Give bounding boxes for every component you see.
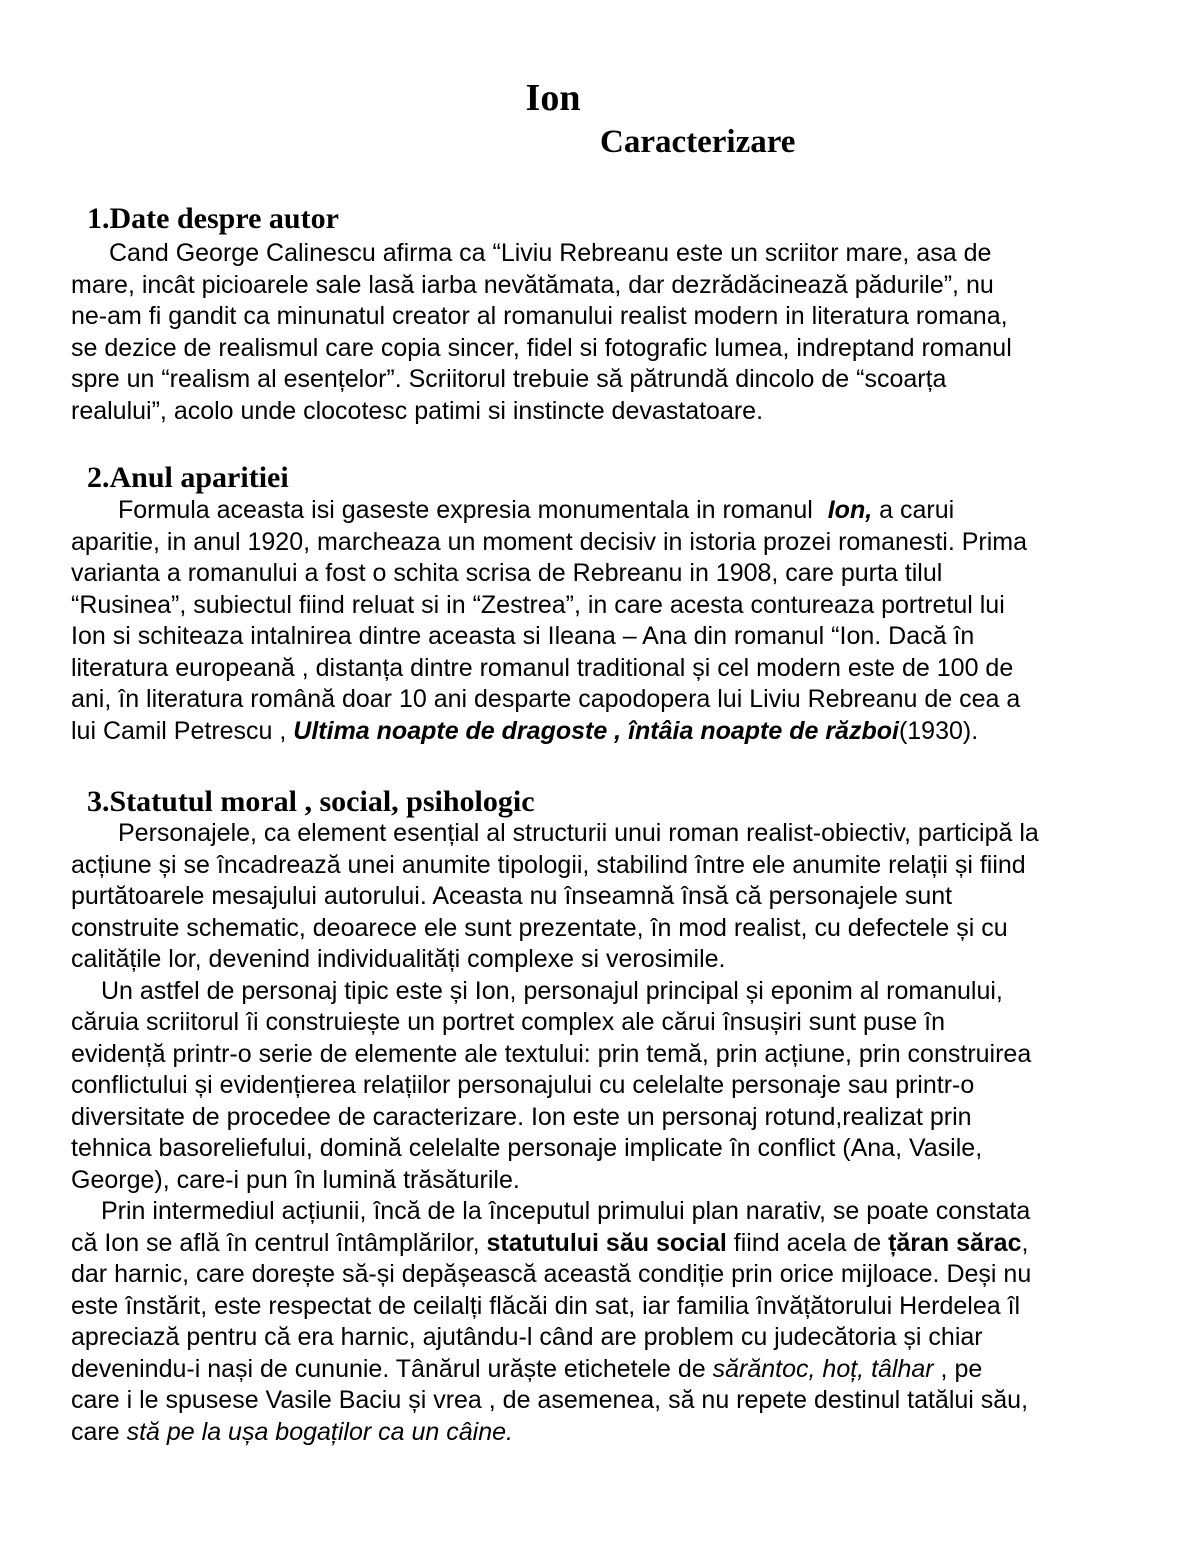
emphasis-labels: sărăntoc, hoț, tâlhar [712,1354,934,1383]
paragraph-line [71,1228,1133,1260]
paragraph-line: evidență printr-o serie de elemente ale textului: prin temă, prin acțiune, prin construirea [71,1039,1032,1068]
paragraph-author [71,238,1133,427]
paragraph-line: mare, incât picioarele sale lasă iarba nevătămata, dar dezrădăcinează pădurile”, nu [71,270,994,299]
paragraph-line: se dezice de realismul care copia sincer, fidel si fotografic lumea, indreptand romanul [71,333,1012,362]
paragraph-line: diversitate de procedee de caracterizare. Ion este un personaj rotund,realizat prin [71,1102,972,1131]
paragraph-line [71,716,1133,748]
section-heading-status: 3.Statutul moral , social, psihologic [87,785,535,818]
paragraph-line: Ion si schiteaza intalnirea dintre aceasta si Ileana – Ana din romanul “Ion. Dacă în [71,622,975,650]
text-run: fiind acela de [726,1228,889,1257]
paragraph-line: varianta a romanului a fost o schita scrisa de Rebreanu in 1908, care purta tilul [71,559,943,587]
emphasis-social-status: statutului său social [486,1228,727,1257]
paragraph-line: ani, în literatura română doar 10 ani desparte capodopera lui Liviu Rebreanu de cea a [71,685,1021,713]
text-run: a carui [872,496,955,524]
emphasis-poor-peasant: țăran sărac [888,1228,1022,1257]
paragraph-line: care i le spusese Vasile Baciu și vrea , de asemenea, să nu repete destinul tatălui său, [71,1386,1029,1414]
paragraph-line [71,1354,1133,1386]
novel-title-petrescu: Ultima noapte de dragoste , întâia noapte de război [293,716,899,745]
paragraph-line: realului”, acolo unde clocotesc patimi si instincte devastatoare. [71,396,764,425]
document-subtitle: Caracterizare [600,124,796,160]
paragraph-line: purtătoarele mesajului autorului. Aceasta nu înseamnă însă că personajele sunt [71,882,953,910]
paragraph-line [71,1417,1133,1449]
paragraph-line: Un astfel de personaj tipic este și Ion, personajul principal și eponim al romanului, [101,976,1003,1005]
paragraph-year [71,495,1133,747]
text-run: lui Camil Petrescu , [71,716,294,745]
text-run: că Ion se află în centrul întâmplărilor, [71,1228,487,1257]
text-run: Formula aceasta isi gaseste expresia monumentala in romanul [118,496,820,524]
paragraph-line: tehnica basoreliefului, domină celelalte personaje implicate în conflict (Ana, Vasile, [71,1134,983,1162]
text-run: , [1021,1228,1029,1257]
document-title: Ion [525,77,581,119]
paragraph-line: apreciază pentru că era harnic, ajutându-l când are problem cu judecătoria și chiar [71,1323,983,1351]
paragraph-line: construite schematic, deoarece ele sunt prezentate, în mod realist, cu defectele și cu [71,913,1008,942]
paragraph-line: Cand George Calinescu afirma ca “Liviu Rebreanu este un scriitor mare, asa de [109,239,992,267]
paragraph-status-1 [71,818,1133,1448]
paragraph-line: Personajele, ca element esențial al structurii unui roman realist-obiectiv, participă la [118,819,1039,847]
paragraph-line [71,495,1133,527]
section-heading-year: 2.Anul aparitiei [87,461,289,494]
paragraph-line: conflictului și evidențierea relațiilor personajului cu celelalte personaje sau printr-o [71,1071,975,1099]
text-run: care [71,1417,127,1446]
paragraph-line: acțiune și se încadrează unei anumite tipologii, stabilind între ele anumite relații și fiind [71,850,1026,879]
emphasis-quote: stă pe la ușa bogaților ca un câine. [126,1417,513,1446]
paragraph-line: literatura europeană , distanța dintre romanul traditional și cel modern este de 100 de [71,653,1014,682]
text-run: (1930). [898,716,979,745]
section-heading-author: 1.Date despre autor [87,202,339,235]
paragraph-line: George), care-i pun în lumină trăsăturile. [71,1165,520,1194]
paragraph-line: Prin intermediul acțiunii, încă de la începutul primului plan narativ, se poate constata [101,1197,1031,1225]
paragraph-line: spre un “realism al esențelor”. Scriitorul trebuie să pătrundă dincolo de “scoarța [71,365,947,393]
paragraph-line: dar harnic, care dorește să-și depășească această condiție prin orice mijloace. Deși nu [71,1260,1032,1288]
paragraph-line: “Rusinea”, subiectul fiind reluat si in “Zestrea”, in care acesta contureaza portretul lui [71,590,1005,619]
paragraph-line: este înstărit, este respectat de ceilalți flăcăi din sat, iar familia învățătorului Herdelea îl [71,1291,1021,1320]
text-run: , pe [933,1354,983,1383]
novel-title-ion: Ion, [827,496,873,524]
paragraph-line: ne-am fi gandit ca minunatul creator al romanului realist modern in literatura romana, [71,302,1008,330]
text-run: devenindu-i nași de cununie. Tânărul urăște etichetele de [71,1354,713,1383]
paragraph-line: căruia scriitorul îi construiește un portret complex ale cărui însușiri sunt puse în [71,1008,945,1036]
paragraph-line: calitățile lor, devenind individualități complexe si verosimile. [71,945,726,973]
paragraph-line: aparitie, in anul 1920, marcheaza un moment decisiv in istoria prozei romanesti. Prima [71,527,1028,556]
